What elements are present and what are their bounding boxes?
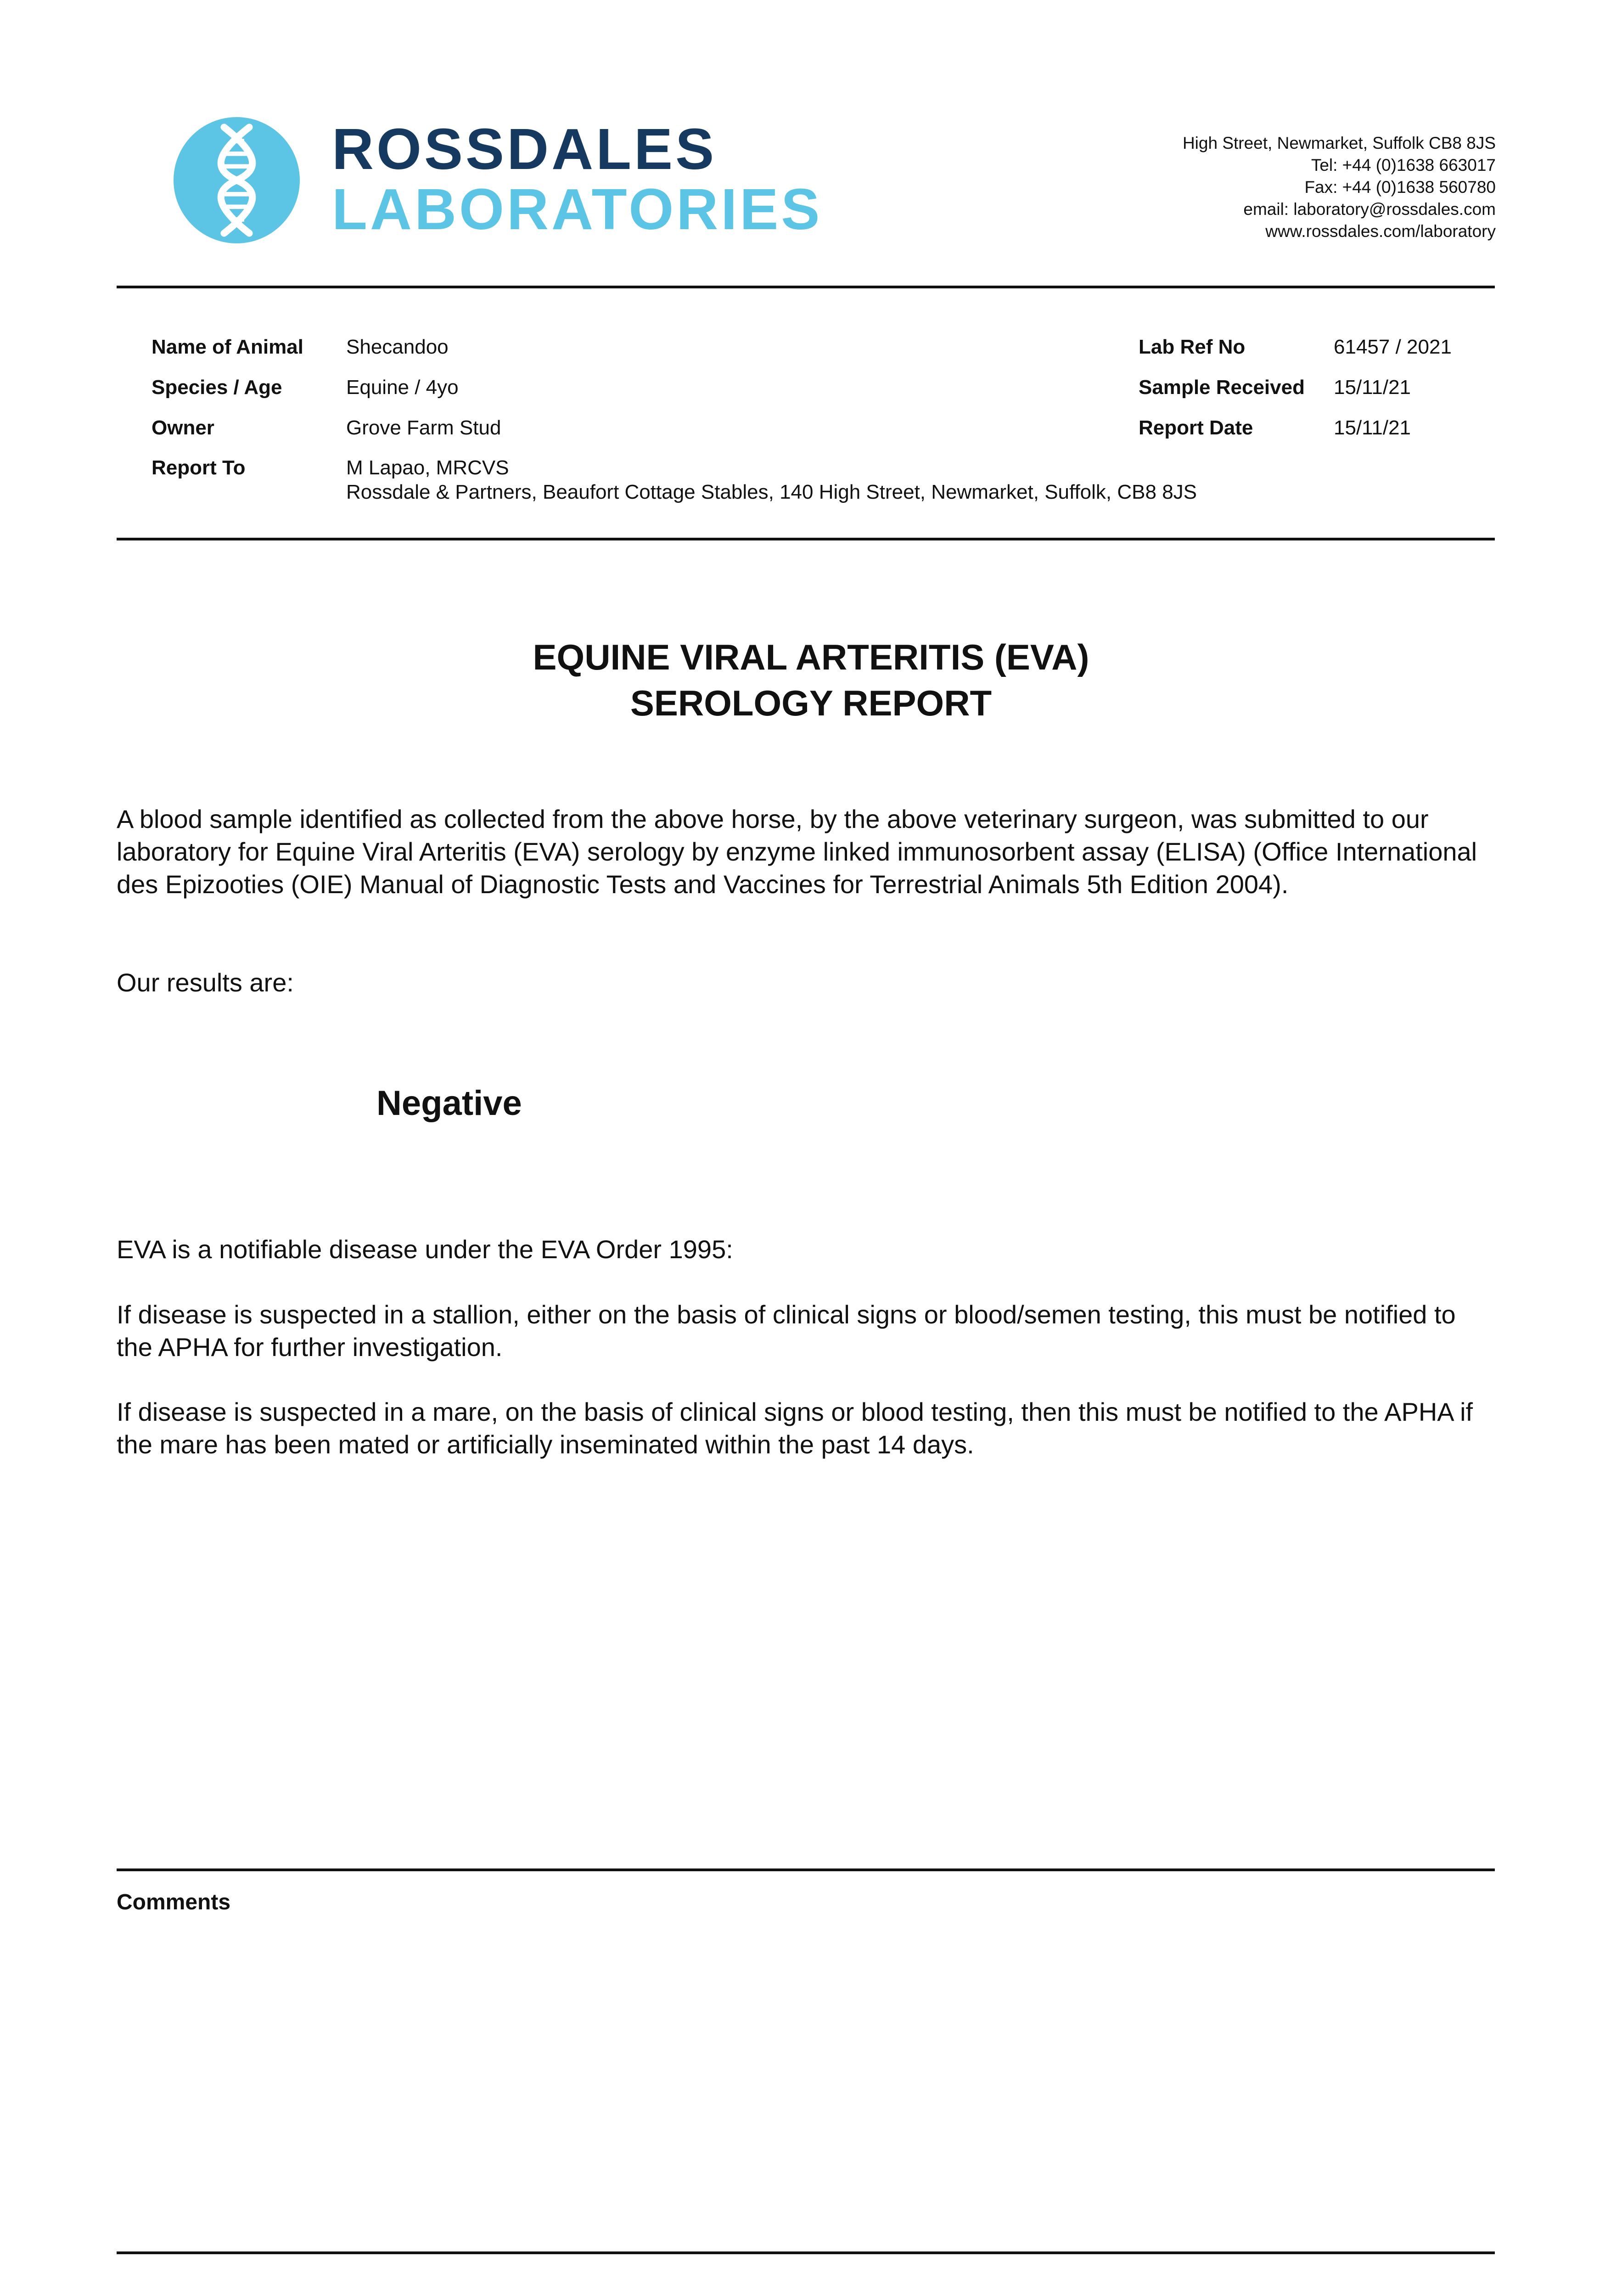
contact-block — [1183, 132, 1496, 242]
details-divider — [117, 538, 1495, 540]
report-to-label: Report To — [152, 456, 246, 479]
name-of-animal-value: Shecandoo — [346, 336, 449, 358]
name-of-animal-label: Name of Animal — [152, 336, 303, 358]
species-age-value: Equine / 4yo — [346, 376, 459, 399]
sample-received-value: 15/11/21 — [1334, 376, 1411, 399]
report-title-line1: EQUINE VIRAL ARTERITIS (EVA) — [533, 637, 1089, 677]
contact-email[interactable]: email: laboratory@rossdales.com — [1243, 200, 1496, 219]
species-age-label: Species / Age — [152, 376, 282, 399]
result-value: Negative — [376, 1084, 522, 1123]
header-divider — [117, 286, 1495, 288]
report-title-line2: SEROLOGY REPORT — [630, 683, 992, 723]
contact-address: High Street, Newmarket, Suffolk CB8 8JS — [1182, 134, 1496, 152]
owner-value: Grove Farm Stud — [346, 416, 501, 439]
contact-fax: Fax: +44 (0)1638 560780 — [1304, 178, 1496, 197]
mare-paragraph: If disease is suspected in a mare, on the basis of clinical signs or blood testing, then this must be notified to the APHA if the mare has been mated or artificially inseminated within the past 14 days. — [117, 1397, 1473, 1459]
comments-label: Comments — [117, 1890, 231, 1914]
footer-divider — [117, 2251, 1495, 2254]
contact-tel: Tel: +44 (0)1638 663017 — [1311, 156, 1496, 174]
report-to-address: Rossdale & Partners, Beaufort Cottage Stables, 140 High Street, Newmarket, Suffolk, CB8 8JS — [346, 481, 1197, 503]
logo-dna-icon — [174, 117, 300, 243]
logo-wordmark-laboratories: LABORATORIES — [332, 177, 823, 242]
sample-received-label: Sample Received — [1139, 376, 1305, 399]
stallion-paragraph: If disease is suspected in a stallion, either on the basis of clinical signs or blood/semen testing, this must be notified to the APHA for further investigation. — [117, 1300, 1456, 1362]
notifiable-paragraph: EVA is a notifiable disease under the EVA Order 1995: — [117, 1235, 733, 1264]
report-date-label: Report Date — [1139, 416, 1253, 439]
report-date-value: 15/11/21 — [1334, 416, 1411, 439]
comments-divider — [117, 1868, 1495, 1871]
lab-ref-value: 61457 / 2021 — [1334, 336, 1452, 358]
contact-website[interactable]: www.rossdales.com/laboratory — [1265, 222, 1496, 241]
logo-wordmark-rossdales: ROSSDALES — [332, 117, 717, 181]
intro-paragraph: A blood sample identified as collected from the above horse, by the above veterinary surgeon, was submitted to our laboratory for Equine Viral Arteritis (EVA) serology by enzyme linked immunosorbent assay (ELISA) (Office International des Epizooties (OIE) Manual of Diagnostic Tests and Vaccines for Terrestrial Animals 5th Edition 2004). — [117, 805, 1477, 899]
results-intro: Our results are: — [117, 968, 294, 997]
report-to-name: M Lapao, MRCVS — [346, 456, 509, 479]
lab-ref-label: Lab Ref No — [1139, 336, 1246, 358]
owner-label: Owner — [152, 416, 214, 439]
